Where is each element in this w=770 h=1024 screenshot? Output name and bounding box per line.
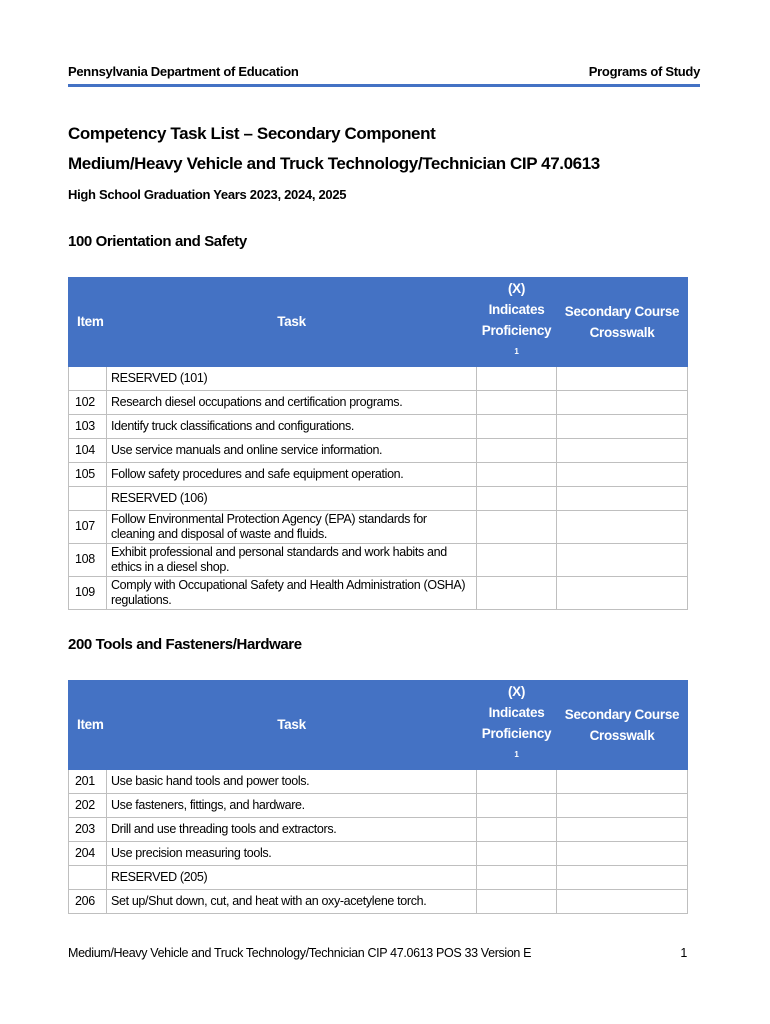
- document-title: Competency Task List – Secondary Component: [68, 124, 436, 143]
- proficiency-cell: [477, 543, 557, 576]
- item-number: 102: [69, 390, 107, 414]
- proficiency-column-header: (X) Indicates Proficiency $^1$: [477, 681, 557, 770]
- proficiency-cell: [477, 793, 557, 817]
- task-column-header: Task: [107, 278, 477, 367]
- table-row: [69, 865, 688, 889]
- proficiency-cell: [477, 841, 557, 865]
- header-organization: Pennsylvania Department of Education: [68, 64, 299, 79]
- crosswalk-cell: [557, 486, 688, 510]
- task-table-100: [68, 277, 688, 610]
- table-row: [69, 486, 688, 510]
- proficiency-cell: [477, 438, 557, 462]
- table-header-row: [69, 278, 688, 367]
- table-header-row: [69, 681, 688, 770]
- item-number: 203: [69, 817, 107, 841]
- task-description: Use basic hand tools and power tools.: [107, 769, 477, 793]
- task-description: Exhibit professional and personal standards and work habits and ethics in a diesel shop.: [107, 543, 477, 576]
- crosswalk-cell: [557, 543, 688, 576]
- item-number: 105: [69, 462, 107, 486]
- proficiency-cell: [477, 576, 557, 609]
- crosswalk-cell: [557, 366, 688, 390]
- task-table-200: [68, 680, 688, 914]
- table-row: [69, 817, 688, 841]
- task-column-header: Task: [107, 681, 477, 770]
- proficiency-cell: [477, 769, 557, 793]
- proficiency-cell: [477, 889, 557, 913]
- crosswalk-cell: [557, 865, 688, 889]
- crosswalk-column-header: Secondary Course Crosswalk: [557, 681, 688, 770]
- item-column-header: Item: [69, 681, 107, 770]
- item-number: 103: [69, 414, 107, 438]
- task-description: Follow safety procedures and safe equipment operation.: [107, 462, 477, 486]
- header-programs-of-study: Programs of Study: [588, 64, 700, 79]
- crosswalk-cell: [557, 510, 688, 543]
- proficiency-cell: [477, 510, 557, 543]
- table-row: [69, 366, 688, 390]
- proficiency-cell: [477, 390, 557, 414]
- task-description: Drill and use threading tools and extractors.: [107, 817, 477, 841]
- table-row: [69, 510, 688, 543]
- item-number: [69, 865, 107, 889]
- section-title-200: 200 Tools and Fasteners/Hardware: [68, 636, 302, 653]
- crosswalk-cell: [557, 576, 688, 609]
- task-description: RESERVED (101): [107, 366, 477, 390]
- task-description: RESERVED (106): [107, 486, 477, 510]
- program-title: Medium/Heavy Vehicle and Truck Technology/Technician CIP 47.0613: [68, 154, 600, 173]
- crosswalk-cell: [557, 769, 688, 793]
- crosswalk-cell: [557, 889, 688, 913]
- table-row: [69, 793, 688, 817]
- item-column-header: Item: [69, 278, 107, 367]
- item-number: 206: [69, 889, 107, 913]
- task-description: Use service manuals and online service information.: [107, 438, 477, 462]
- proficiency-column-header: (X) Indicates Proficiency $^1$: [477, 278, 557, 367]
- table-row: [69, 769, 688, 793]
- task-description: Follow Environmental Protection Agency (EPA) standards for cleaning and disposal of waste and fluids.: [107, 510, 477, 543]
- item-number: 201: [69, 769, 107, 793]
- crosswalk-cell: [557, 390, 688, 414]
- table-row: [69, 414, 688, 438]
- table-row: [69, 543, 688, 576]
- table-row: [69, 390, 688, 414]
- table-row: [69, 841, 688, 865]
- table-row: [69, 438, 688, 462]
- crosswalk-cell: [557, 438, 688, 462]
- crosswalk-cell: [557, 841, 688, 865]
- crosswalk-column-header: Secondary Course Crosswalk: [557, 278, 688, 367]
- task-description: Comply with Occupational Safety and Health Administration (OSHA) regulations.: [107, 576, 477, 609]
- proficiency-cell: [477, 486, 557, 510]
- task-description: Research diesel occupations and certification programs.: [107, 390, 477, 414]
- table-row: [69, 462, 688, 486]
- page-footer: [68, 946, 687, 960]
- crosswalk-cell: [557, 793, 688, 817]
- proficiency-cell: [477, 865, 557, 889]
- proficiency-cell: [477, 817, 557, 841]
- crosswalk-cell: [557, 462, 688, 486]
- item-number: 107: [69, 510, 107, 543]
- item-number: 202: [69, 793, 107, 817]
- item-number: 204: [69, 841, 107, 865]
- item-number: 109: [69, 576, 107, 609]
- task-description: RESERVED (205): [107, 865, 477, 889]
- footer-text: Medium/Heavy Vehicle and Truck Technology/Technician CIP 47.0613 POS 33 Version E: [68, 946, 532, 960]
- item-number: [69, 486, 107, 510]
- task-description: Use precision measuring tools.: [107, 841, 477, 865]
- graduation-years: High School Graduation Years 2023, 2024, 2025: [68, 187, 347, 202]
- table-row: [69, 576, 688, 609]
- proficiency-cell: [477, 414, 557, 438]
- crosswalk-cell: [557, 414, 688, 438]
- proficiency-cell: [477, 366, 557, 390]
- item-number: [69, 366, 107, 390]
- item-number: 104: [69, 438, 107, 462]
- page-header: [68, 62, 700, 87]
- table-row: [69, 889, 688, 913]
- proficiency-cell: [477, 462, 557, 486]
- crosswalk-cell: [557, 817, 688, 841]
- item-number: 108: [69, 543, 107, 576]
- task-description: Set up/Shut down, cut, and heat with an oxy-acetylene torch.: [107, 889, 477, 913]
- page-number: 1: [680, 946, 687, 960]
- task-description: Identify truck classifications and configurations.: [107, 414, 477, 438]
- task-description: Use fasteners, fittings, and hardware.: [107, 793, 477, 817]
- section-title-100: 100 Orientation and Safety: [68, 233, 247, 250]
